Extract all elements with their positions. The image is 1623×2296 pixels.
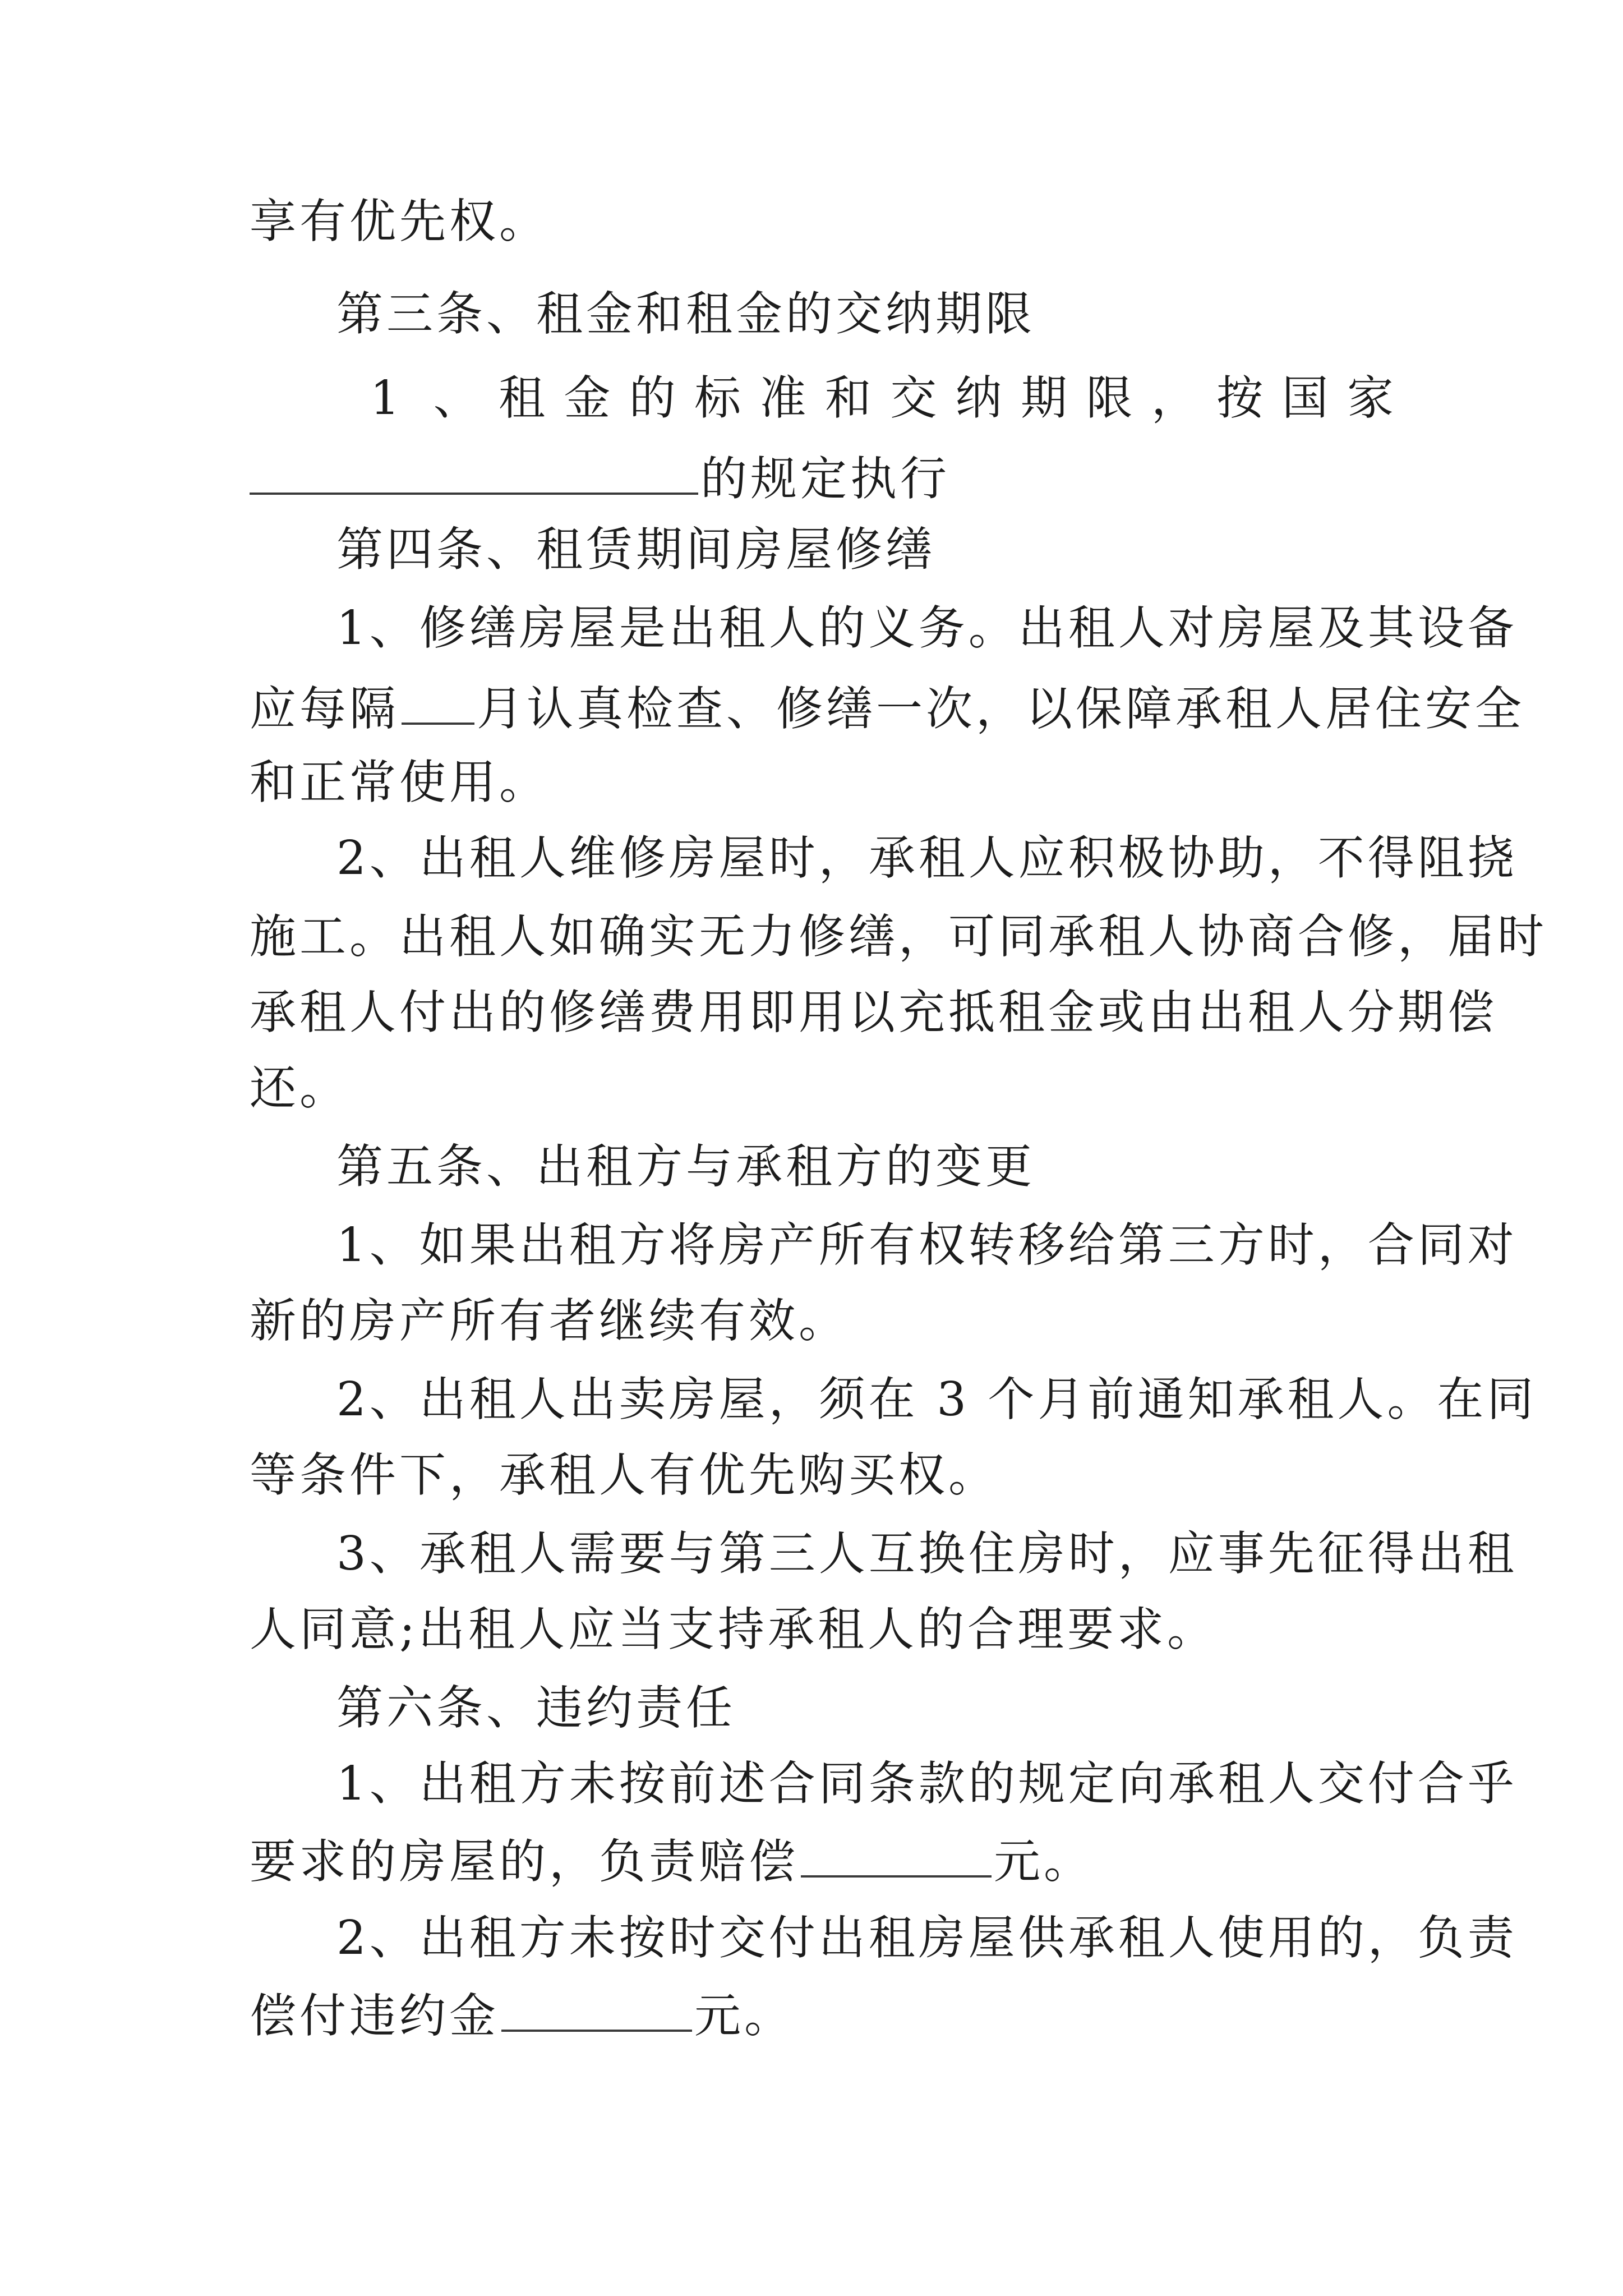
text-line: 新的房产所有者继续有效。 [250, 1294, 849, 1348]
text-line: 还。 [250, 1061, 349, 1115]
article-heading: 第六条、违约责任 [336, 1681, 736, 1735]
clause-paragraph: 1、修缮房屋是出租人的义务。出租人对房屋及其设备 [336, 601, 1518, 655]
text-line: 施工。出租人如确实无力修缮，可同承租人协商合修，届时 [250, 909, 1547, 964]
article-heading: 第五条、出租方与承租方的变更 [336, 1139, 1035, 1194]
text-line: 享有优先权。 [250, 194, 549, 249]
clause-paragraph: 1、出租方未按前述合同条款的规定向承租人交付合乎 [336, 1756, 1518, 1811]
text-line: 应每隔 月认真检查、修缮一次，以保障承租人居住安全 [250, 679, 1394, 737]
clause-paragraph: 2、出租人出卖房屋，须在 3 个月前通知承租人。在同 [336, 1372, 1537, 1427]
fill-in-blank[interactable] [501, 1986, 692, 2032]
text-line: 承租人付出的修缮费用即用以充抵租金或由出租人分期偿 [250, 985, 1497, 1039]
text-line: 要求的房屋的，负责赔偿 元。 [250, 1832, 1394, 1890]
clause-paragraph: 2、出租人维修房屋时，承租人应积极协助，不得阻挠 [336, 831, 1518, 885]
article-heading: 第四条、租赁期间房屋修缮 [336, 522, 935, 577]
text-line: 偿付违约金 元。 [250, 1986, 1394, 2044]
fill-in-blank[interactable] [402, 679, 474, 725]
clause-paragraph: 1 、租金的标准和交纳期限，按国家 [370, 371, 1394, 425]
text-line: 人同意;出租人应当支持承租人的合理要求。 [250, 1602, 1217, 1657]
clause-paragraph: 3、承租人需要与第三人互换住房时，应事先征得出租 [336, 1526, 1518, 1581]
text-line: 的规定执行 [250, 449, 1394, 507]
clause-paragraph: 2、出租方未按时交付出租房屋供承租人使用的，负责 [336, 1911, 1518, 1965]
text-line: 和正常使用。 [250, 755, 549, 809]
fill-in-blank[interactable] [801, 1832, 992, 1878]
text-line: 等条件下，承租人有优先购买权。 [250, 1448, 998, 1502]
article-heading: 第三条、租金和租金的交纳期限 [336, 287, 1035, 341]
clause-paragraph: 1、如果出租方将房产所有权转移给第三方时，合同对 [336, 1218, 1518, 1272]
fill-in-blank[interactable] [250, 449, 698, 495]
